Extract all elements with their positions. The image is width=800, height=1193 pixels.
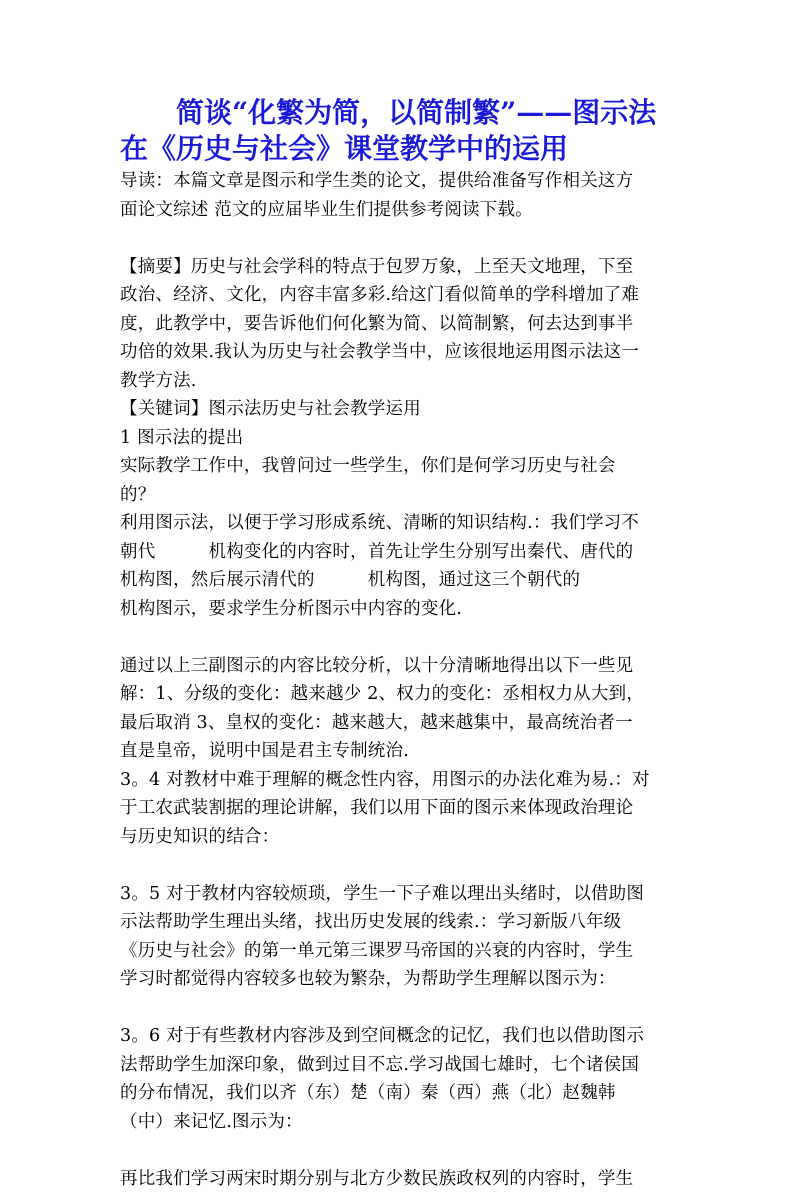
abstract-line: 功倍的效果.我认为历史与社会教学当中，应该很地运用图示法这一 (120, 338, 680, 367)
body-line: 法帮助学生加深印象，做到过目不忘.学习战国七雄时，七个诸侯国 (120, 1051, 680, 1080)
document-title (120, 95, 680, 167)
body-line: （中）来记忆.图示为： (120, 1108, 680, 1137)
body-line: 示法帮助学生理出头绪，找出历史发展的线索.：学习新版八年级 (120, 908, 680, 937)
body-line: 的分布情况，我们以齐（东）楚（南）秦（西）燕（北）赵魏韩 (120, 1079, 680, 1108)
title-line-1: 简谈“化繁为简，以简制繁”——图示法 (120, 95, 680, 131)
section-1-body (120, 452, 680, 623)
body-line: 利用图示法，以便于学习形成系统、清晰的知识结构.：我们学习不 (120, 509, 680, 538)
body-line: 朝代 机构变化的内容时，首先让学生分别写出秦代、唐代的 (120, 538, 680, 567)
analysis-paragraph (120, 652, 680, 852)
abstract-paragraph (120, 253, 680, 396)
abstract-line: 教学方法. (120, 367, 680, 396)
body-line: 机构图示，要求学生分析图示中内容的变化. (120, 595, 680, 624)
section-heading-text: 1 图示法的提出 (120, 424, 680, 453)
body-line: 《历史与社会》的第一单元第三课罗马帝国的兴衰的内容时，学生 (120, 937, 680, 966)
intro-paragraph (120, 167, 680, 224)
section-3-6-paragraph (120, 1022, 680, 1136)
keywords-text: 【关键词】图示法历史与社会教学运用 (120, 395, 680, 424)
title-line-2: 在《历史与社会》课堂教学中的运用 (120, 131, 680, 167)
body-line: 学习时都觉得内容较多也较为繁杂，为帮助学生理解以图示为： (120, 965, 680, 994)
body-line: 解：1、分级的变化：越来越少 2、权力的变化：丞相权力从大到， (120, 680, 680, 709)
final-paragraph (120, 1165, 680, 1193)
abstract-line: 政治、经济、文化，内容丰富多彩.给这门看似简单的学科增加了难 (120, 281, 680, 310)
body-line: 实际教学工作中，我曾问过一些学生，你们是何学习历史与社会 (120, 452, 680, 481)
body-line: 3。4 对教材中难于理解的概念性内容，用图示的办法化难为易.：对 (120, 766, 680, 795)
intro-line: 面论文综述 范文的应届毕业生们提供参考阅读下载。 (120, 196, 680, 225)
body-line: 的？ (120, 481, 680, 510)
body-line: 3。5 对于教材内容较烦琐，学生一下子难以理出头绪时，以借助图 (120, 880, 680, 909)
body-line: 3。6 对于有些教材内容涉及到空间概念的记忆，我们也以借助图示 (120, 1022, 680, 1051)
document-page (120, 95, 680, 1193)
intro-line: 导读：本篇文章是图示和学生类的论文，提供给准备写作相关这方 (120, 167, 680, 196)
keywords-line (120, 395, 680, 424)
body-line: 再比我们学习两宋时期分别与北方少数民族政权列的内容时，学生 (120, 1165, 680, 1193)
body-line: 通过以上三副图示的内容比较分析，以十分清晰地得出以下一些见 (120, 652, 680, 681)
body-line: 最后取消 3、皇权的变化：越来越大，越来越集中，最高统治者一 (120, 709, 680, 738)
section-1-heading (120, 424, 680, 453)
body-line: 机构图，然后展示清代的 机构图，通过这三个朝代的 (120, 566, 680, 595)
body-line: 于工农武装割据的理论讲解，我们以用下面的图示来体现政治理论 (120, 794, 680, 823)
body-line: 直是皇帝，说明中国是君主专制统治. (120, 737, 680, 766)
abstract-line: 度，此教学中，要告诉他们何化繁为简、以简制繁，何去达到事半 (120, 310, 680, 339)
abstract-line: 【摘要】历史与社会学科的特点于包罗万象，上至天文地理，下至 (120, 253, 680, 282)
section-3-5-paragraph (120, 880, 680, 994)
body-line: 与历史知识的结合： (120, 823, 680, 852)
